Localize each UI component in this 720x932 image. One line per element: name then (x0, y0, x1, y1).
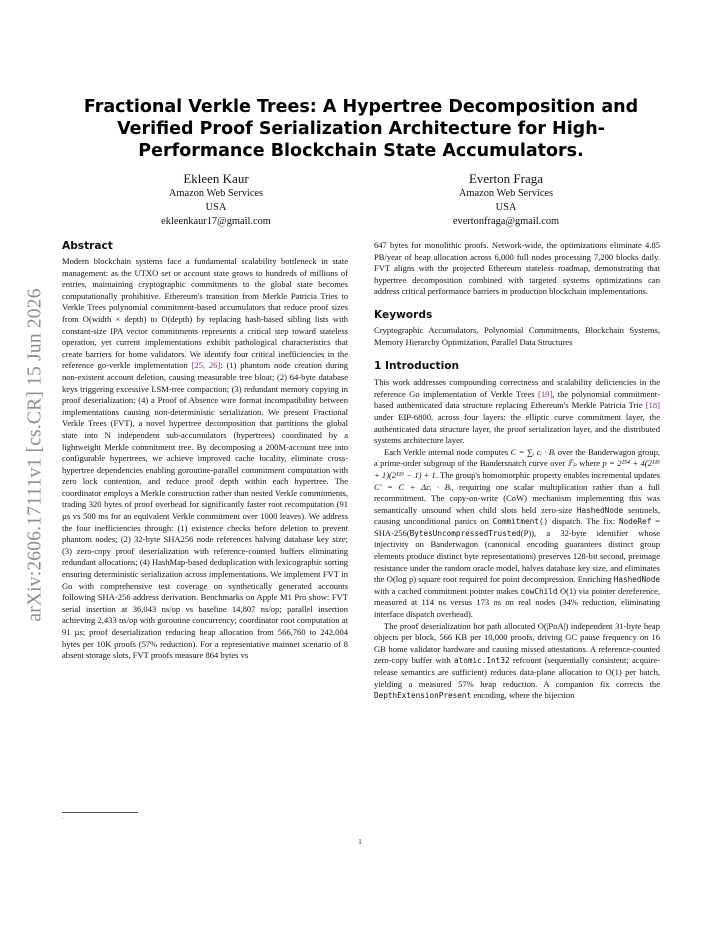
author-email[interactable]: ekleenkaur17@gmail.com (161, 216, 271, 227)
page-number: 1 (358, 838, 362, 846)
code-term: cowChild (520, 586, 558, 596)
author-block (96, 170, 336, 229)
section-heading: 1 Introduction (374, 360, 460, 373)
code-term: DepthExtensionPresent (374, 691, 472, 701)
author-name: Ekleen Kaur (183, 171, 249, 186)
author-block (386, 170, 626, 229)
abstract-continued: 647 bytes for monolithic proofs. Network-wide, the optimizations eliminate 4.85 PB/year of heap allocation across 6,000 full nodes processing 7,200 blocks daily. FVT aligns with the projected Ethereum stateless roadmap, demonstrating that hypertree decomposition combined with targeted systems optimizations can address critical performance barriers in production blockchain implementations. (374, 240, 660, 297)
paper-title: Fractional Verkle Trees: A Hypertree Decomposition and Verified Proof Serialization Architecture for High-Performance Blockchain State Accumulators. (83, 97, 639, 161)
formula: C′ = C + Δcᵢ · Bᵢ (374, 481, 452, 492)
author-affiliation: Amazon Web Services (168, 188, 264, 199)
formula: C = ∑ᵢ cᵢ · Bᵢ (510, 446, 556, 457)
author-name: Everton Fraga (468, 171, 543, 186)
abstract-heading: Abstract (62, 240, 113, 252)
code-term: BytesUncompressedTrusted (409, 528, 521, 538)
formula: 𝔽ₚ (567, 458, 577, 469)
author-country: USA (205, 202, 227, 213)
arxiv-id: arXiv:2606.17111v1 [cs.CR] 15 Jun 2026 (25, 288, 46, 622)
code-term: HashedNode (576, 505, 624, 515)
citation-link[interactable]: [25, 26] (191, 360, 221, 371)
footnote-mark: . (62, 815, 64, 821)
abstract-text: Modern blockchain systems face a fundamental scalability bottleneck in state management: as the UTXO set or account state grows to hundreds of millions of entries, maintaining cryptographic commitments to the global state becomes computationally prohibitive. Ethereum's transition from Merkle Patricia Tries to Verkle Trees polynomial commitment-based accumulators that reduce proof sizes from O(width × depth) to O(depth) by replacing hash-based sibling lists with constant-size IPA vector commitments represents a critical step toward stateless operation, yet current implementations exhibit pathological characteristics that create barriers for home validators. We identify four critical inefficiencies in the reference go-verkle implementation [25, 26]: (1) phantom node creation during non-existent account deletion, causing measurable tree bloat; (2) 64-byte database keys triggering excessive LSM-tree compaction; (3) redundant memory copying in proof deserialization; (4) a Proof of Absence wire format incompatibility between implementations causing non-deterministic serialization. We present Fractional Verkle Trees (FVT), a novel hypertree decomposition that partitions the global state into N independent sub-accumulators (hypertrees) coordinated by a lightweight Merkle commitment tree. By decomposing a 200M-account tree into configurable hypertrees, we achieve improved cache locality, eliminate cross-hypertree dependencies enabling goroutine-parallel commitment computation with zero lock contention, and reduce proof depth within each hypertree. The coordinator employs a Merkle construction rather than nested Verkle commitments, trading 320 bytes of proof overhead for significantly faster root recomputation (91 µs vs 500 ms for an equivalent Verkle commitment over 1000 leaves). We address the four inefficiencies through: (1) existence checks before deletion to prevent phantom nodes; (2) 32-byte SHA256 node references halving database key size; (3) zero-copy proof deserialization with reference-counted buffers eliminating redundant allocations; (4) HashMap-based deduplication with lexicographic sorting ensuring deterministic serialization across implementations. We implement FVT in Go with comprehensive test coverage on synthetically generated accounts following SHA-256 address derivation. Benchmarks on Apple M1 Pro show: FVT serial insertion at 36,043 ns/op vs baseline 14,807 ns/op; parallel insertion achieving 2,433 ns/op with goroutine concurrency; coordinator root computation at 91 µs; proof deserialization reducing heap allocation from 566,760 to 242,004 bytes per 10K proofs (57% reduction). For a representative mainnet scenario of 8 absent storage slots, FVT proofs measure 864 bytes vs (62, 256, 349, 661)
code-term: HashedNode (613, 575, 660, 585)
intro-paragraph: The proof deserialization hot path allocated O(|PoA|) independent 31-byte heap objects per block, 566 KB per 10,000 proofs, driving GC pause frequency on 16 GB home validator hardware and causing missed attestations. A reference-counted zero-copy buffer with atomic.Int32 refcount (sequentially consistent; acquire-release semantics are sufficient) reduces data-plane allocation to O(1) per batch, yielding a measured 57% heap reduction. A companion fix corrects the DepthExtensionPresent encoding, where the bijection (374, 620, 661, 701)
citation-link[interactable]: [19] (538, 388, 553, 399)
left-column (62, 240, 348, 662)
keywords-heading: Keywords (374, 308, 433, 321)
author-email[interactable]: evertonfraga@gmail.com (452, 216, 560, 227)
author-country: USA (495, 202, 517, 213)
formula: p = 2²⁵⁴ + 4(2¹²⁶ + 1)(2¹²⁶ − 1) + 1 (374, 458, 660, 480)
arxiv-watermark (18, 260, 54, 650)
intro-paragraph: Each Verkle internal node computes C = ∑ᵢ cᵢ · Bᵢ over the Banderwagon group, a prime-order subgroup of the Bandersnatch curve over 𝔽ₚ where p = 2²⁵⁴ + 4(2¹²⁶ + 1)(2¹²⁶ − 1) + 1. The group's homomorphic property enables incremental updates C′ = C + Δcᵢ · Bᵢ, requiring one scalar multiplication rather than a full recommitment. The copy-on-write (CoW) mechanism implementing this was semantically unsound when child slots held zero-size HashedNode sentinels, causing unconditional panics on Commitment() dispatch. The fix: NodeRef = SHA-256(BytesUncompressedTrusted(P)), a 32-byte identifier whose injectivity on Banderwagon (canonical encoding guarantees distinct group elements produce distinct byte representations) preserves 128-bit second, preimage resistance under the random oracle model, halves database key size, and eliminates the O(log p) square root required for point decompression. Enriching HashedNode with a cached commitment pointer makes cowChild O(1) via pointer dereference, measured at 114 ns versus 173 ns on real nodes (34% reduction, eliminating interface dispatch overhead). (374, 446, 661, 620)
code-term: Commitment() (492, 517, 549, 527)
right-column (374, 240, 660, 702)
code-term: NodeRef (618, 517, 652, 527)
keywords-text: Cryptographic Accumulators, Polynomial Commitments, Blockchain Systems, Memory Hierarchy Optimization, Parallel Data Structures (374, 324, 660, 347)
author-affiliation: Amazon Web Services (458, 188, 554, 199)
citation-link[interactable]: [18] (645, 400, 660, 411)
intro-paragraph: This work addresses compounding correctness and scalability deficiencies in the reference Go implementation of Verkle Trees [19], the polynomial commitment-based authenticated data structure replacing Ethereum's Merkle Patricia Trie [18] under EIP-6800, across four layers: the elliptic curve commitment layer, the authenticated data structure layer, the proof serialization layer, and the distributed systems architecture layer. (374, 377, 660, 446)
code-term: atomic.Int32 (454, 656, 510, 666)
footnote-rule (62, 812, 138, 821)
